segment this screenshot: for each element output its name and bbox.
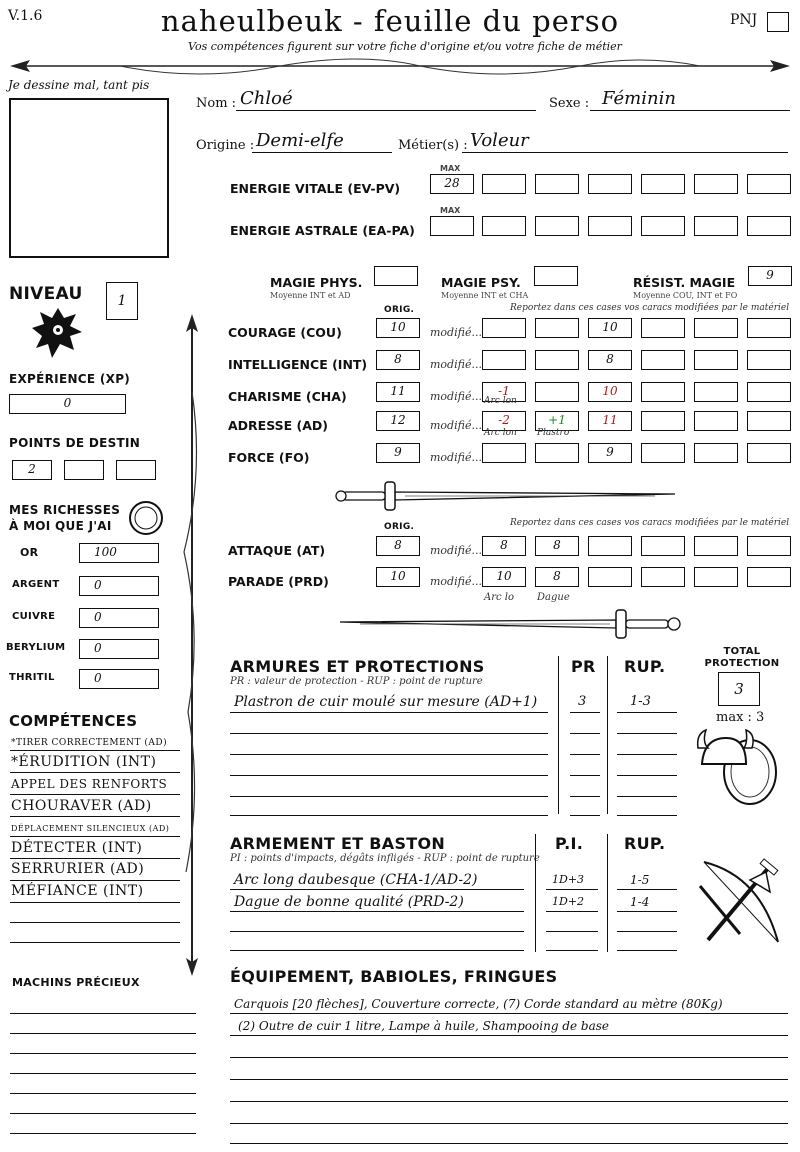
carac-charisme-mod-3[interactable]: 10	[588, 382, 632, 402]
weapons-col-pi: P.I.	[555, 834, 584, 853]
sexe-label: Sexe :	[549, 96, 590, 111]
carac-force-mod-1[interactable]	[482, 443, 526, 463]
carac-courage-label: COURAGE (COU)	[228, 325, 342, 340]
armor-col-rup: RUP.	[624, 657, 666, 676]
ev-label: ENERGIE VITALE (EV-PV)	[230, 181, 401, 196]
wealth-thritil-label: THRITIL	[9, 672, 55, 683]
destin-label: POINTS DE DESTIN	[9, 436, 141, 450]
competence-item: *ÉRUDITION (INT)	[11, 754, 157, 770]
ea-box-6[interactable]	[747, 216, 791, 236]
total-protection-box[interactable]: 3	[718, 672, 760, 706]
competence-item: DÉPLACEMENT SILENCIEUX (AD)	[11, 824, 170, 833]
carac-adresse-label: ADRESSE (AD)	[228, 418, 329, 433]
combat-parade-mod-3[interactable]	[588, 567, 632, 587]
carac-adresse-mod-4[interactable]	[641, 411, 685, 431]
carac-charisme-note: Arc lon	[484, 396, 517, 406]
carac-force-mod-5[interactable]	[694, 443, 738, 463]
carac-charisme-mod-4[interactable]	[641, 382, 685, 402]
carac-force-mod-4[interactable]	[641, 443, 685, 463]
carac-intelligence-modified-label: modifié...	[430, 358, 482, 371]
combat-attaque-label: ATTAQUE (AT)	[228, 543, 326, 558]
wealth-thritil-box[interactable]: 0	[79, 669, 159, 689]
combat-parade-modified-label: modifié...	[430, 575, 482, 588]
wealth-argent-box[interactable]: 0	[79, 576, 159, 596]
carac-courage-orig[interactable]: 10	[376, 318, 420, 338]
ea-box-1[interactable]	[482, 216, 526, 236]
resist-magie-box[interactable]: 9	[748, 266, 792, 286]
ea-label: ENERGIE ASTRALE (EA-PA)	[230, 223, 415, 238]
crossed-weapons-icon	[690, 856, 790, 952]
carac-charisme-mod-1[interactable]: -1	[482, 382, 526, 402]
combat-note: Reportez dans ces cases vos caracs modifiées par le matériel	[510, 518, 790, 528]
carac-adresse-mod-2[interactable]: +1	[535, 411, 579, 431]
total-protection-label: TOTAL PROTECTION	[704, 646, 780, 669]
experience-box[interactable]: 0	[9, 394, 126, 414]
combat-note-1: Arc lo	[484, 592, 514, 603]
carac-courage-mod-4[interactable]	[641, 318, 685, 338]
ev-box-3[interactable]	[588, 174, 632, 194]
combat-orig-label: ORIG.	[384, 522, 415, 532]
equipment-title: ÉQUIPEMENT, BABIOLES, FRINGUES	[230, 967, 558, 986]
carac-adresse-modified-label: modifié...	[430, 419, 482, 432]
metier-value: Voleur	[470, 130, 529, 151]
combat-attaque-mod-6[interactable]	[747, 536, 791, 556]
wealth-berylium-label: BERYLIUM	[6, 642, 66, 653]
combat-parade-mod-6[interactable]	[747, 567, 791, 587]
spear-icon	[180, 312, 204, 978]
metier-label: Métier(s) :	[398, 138, 468, 153]
destin-box-1[interactable]: 2	[12, 460, 52, 480]
magie-psy-box[interactable]	[534, 266, 578, 286]
carac-force-mod-6[interactable]	[747, 443, 791, 463]
weapon-row-name: Dague de bonne qualité (PRD-2)	[234, 894, 464, 910]
armor-row-name: Plastron de cuir moulé sur mesure (AD+1)	[234, 694, 538, 710]
nom-value: Chloé	[240, 88, 293, 109]
destin-box-2[interactable]	[64, 460, 104, 480]
armor-row-rup: 1-3	[630, 694, 651, 709]
carac-intelligence-mod-6[interactable]	[747, 350, 791, 370]
carac-charisme-label: CHARISME (CHA)	[228, 389, 347, 404]
carac-force-mod-3[interactable]: 9	[588, 443, 632, 463]
competence-item: MÉFIANCE (INT)	[11, 883, 144, 899]
carac-intelligence-mod-5[interactable]	[694, 350, 738, 370]
version-label: V.1.6	[8, 8, 43, 24]
wealth-argent-label: ARGENT	[12, 579, 60, 590]
carac-orig-label: ORIG.	[384, 305, 415, 315]
armor-sub: PR : valeur de protection - RUP : point de rupture	[230, 676, 483, 687]
ev-max-label: MAX	[440, 164, 461, 173]
carac-courage-mod-1[interactable]	[482, 318, 526, 338]
carac-charisme-mod-6[interactable]	[747, 382, 791, 402]
total-protection-max: max : 3	[716, 710, 765, 725]
weapons-col-rup: RUP.	[624, 834, 666, 853]
ea-box-3[interactable]	[588, 216, 632, 236]
combat-parade-mod-1[interactable]: 10	[482, 567, 526, 587]
combat-attaque-mod-2[interactable]: 8	[535, 536, 579, 556]
carac-courage-mod-2[interactable]	[535, 318, 579, 338]
carac-courage-mod-6[interactable]	[747, 318, 791, 338]
ea-box-5[interactable]	[694, 216, 738, 236]
combat-parade-label: PARADE (PRD)	[228, 574, 329, 589]
carac-charisme-mod-5[interactable]	[694, 382, 738, 402]
combat-attaque-mod-5[interactable]	[694, 536, 738, 556]
competence-item: *TIRER CORRECTEMENT (AD)	[11, 738, 168, 748]
niveau-box[interactable]: 1	[106, 282, 138, 320]
ea-box-2[interactable]	[535, 216, 579, 236]
weapon-row-rup: 1-4	[630, 895, 650, 909]
wealth-or-label: OR	[20, 546, 39, 559]
weapons-title: ARMEMENT ET BASTON	[230, 834, 446, 853]
equipment-line-1: Carquois [20 flèches], Couverture correcte, (7) Corde standard au mètre (80Kg)	[234, 997, 723, 1011]
origine-value: Demi-elfe	[256, 130, 344, 151]
nom-label: Nom :	[196, 96, 237, 111]
wealth-cuivre-box[interactable]: 0	[79, 608, 159, 628]
combat-attaque-mod-3[interactable]	[588, 536, 632, 556]
weapon-row-rup: 1-5	[630, 873, 650, 887]
machins-label: MACHINS PRÉCIEUX	[12, 976, 140, 989]
magie-phys-box[interactable]	[374, 266, 418, 286]
carac-courage-modified-label: modifié...	[430, 326, 482, 339]
carac-force-modified-label: modifié...	[430, 451, 482, 464]
carac-adresse-mod-6[interactable]	[747, 411, 791, 431]
magie-psy-label: MAGIE PSY.	[441, 275, 521, 290]
carac-intelligence-label: INTELLIGENCE (INT)	[228, 357, 368, 372]
weapon-row-name: Arc long daubesque (CHA-1/AD-2)	[234, 872, 478, 888]
competence-item: APPEL DES RENFORTS	[11, 777, 168, 791]
experience-label: EXPÉRIENCE (XP)	[9, 372, 131, 386]
wealth-label: MES RICHESSES À MOI QUE J'AI	[9, 503, 121, 533]
competences-label: COMPÉTENCES	[9, 712, 138, 730]
destin-box-3[interactable]	[116, 460, 156, 480]
ea-max-box[interactable]	[430, 216, 474, 236]
competence-item: DÉTECTER (INT)	[11, 840, 143, 856]
sword-icon	[340, 606, 686, 642]
portrait-box[interactable]	[9, 98, 169, 258]
sword-icon	[335, 478, 685, 514]
helmet-shield-icon	[694, 724, 780, 810]
niveau-label: NIVEAU	[9, 284, 83, 304]
carac-adresse-mod-5[interactable]	[694, 411, 738, 431]
ev-box-2[interactable]	[535, 174, 579, 194]
portrait-caption: Je dessine mal, tant pis	[8, 78, 150, 92]
combat-parade-orig[interactable]: 10	[376, 567, 420, 587]
magie-phys-sub: Moyenne INT et AD	[270, 291, 351, 300]
ev-box-6[interactable]	[747, 174, 791, 194]
equipment-line-2: (2) Outre de cuir 1 litre, Lampe à huile, Shampooing de base	[238, 1019, 610, 1033]
competence-item: SERRURIER (AD)	[11, 861, 145, 877]
carac-intelligence-mod-4[interactable]	[641, 350, 685, 370]
wealth-or-box[interactable]: 100	[79, 543, 159, 563]
pnj-label: PNJ	[730, 12, 758, 28]
wealth-cuivre-label: CUIVRE	[12, 611, 56, 622]
armor-title: ARMURES ET PROTECTIONS	[230, 657, 485, 676]
ev-box-4[interactable]	[641, 174, 685, 194]
weapon-row-pi: 1D+2	[552, 895, 585, 908]
ea-max-label: MAX	[440, 206, 461, 215]
carac-adresse-orig[interactable]: 12	[376, 411, 420, 431]
resist-magie-sub: Moyenne COU, INT et FO	[633, 291, 738, 300]
carac-note: Reportez dans ces cases vos caracs modifiées par le matériel	[510, 303, 790, 313]
carac-adresse-note-1: Arc lon	[484, 428, 517, 438]
carac-charisme-modified-label: modifié...	[430, 390, 482, 403]
ea-box-4[interactable]	[641, 216, 685, 236]
carac-adresse-mod-1[interactable]: -2	[482, 411, 526, 431]
combat-attaque-mod-1[interactable]: 8	[482, 536, 526, 556]
carac-charisme-orig[interactable]: 11	[376, 382, 420, 402]
armor-col-pr: PR	[571, 657, 596, 676]
carac-force-label: FORCE (FO)	[228, 450, 310, 465]
weapon-row-pi: 1D+3	[552, 873, 585, 886]
wealth-berylium-box[interactable]: 0	[79, 639, 159, 659]
carac-charisme-mod-2[interactable]	[535, 382, 579, 402]
carac-courage-mod-3[interactable]: 10	[588, 318, 632, 338]
pnj-checkbox[interactable]	[767, 12, 789, 32]
carac-intelligence-orig[interactable]: 8	[376, 350, 420, 370]
combat-attaque-mod-4[interactable]	[641, 536, 685, 556]
ev-max-box[interactable]: 28	[430, 174, 474, 194]
sexe-value: Féminin	[602, 88, 676, 109]
carac-force-orig[interactable]: 9	[376, 443, 420, 463]
origine-label: Origine :	[196, 138, 255, 153]
coin-icon	[128, 500, 164, 536]
dragon-icon	[30, 304, 86, 362]
magie-phys-label: MAGIE PHYS.	[270, 275, 363, 290]
resist-magie-label: RÉSIST. MAGIE	[633, 275, 736, 290]
competence-item: CHOURAVER (AD)	[11, 798, 152, 814]
carac-adresse-note-2: Plastro	[537, 428, 570, 438]
combat-attaque-modified-label: modifié...	[430, 544, 482, 557]
page-subtitle: Vos compétences figurent sur votre fiche d'origine et/ou votre fiche de métier	[188, 40, 622, 53]
carac-intelligence-mod-1[interactable]	[482, 350, 526, 370]
combat-note-2: Dague	[537, 592, 570, 603]
magie-psy-sub: Moyenne INT et CHA	[441, 291, 529, 300]
combat-attaque-orig[interactable]: 8	[376, 536, 420, 556]
carac-adresse-mod-3[interactable]: 11	[588, 411, 632, 431]
carac-courage-mod-5[interactable]	[694, 318, 738, 338]
carac-intelligence-mod-2[interactable]	[535, 350, 579, 370]
carac-intelligence-mod-3[interactable]: 8	[588, 350, 632, 370]
page-title: naheulbeuk - feuille du perso	[160, 4, 620, 38]
combat-parade-mod-5[interactable]	[694, 567, 738, 587]
armor-row-pr: 3	[578, 694, 587, 709]
ev-box-5[interactable]	[694, 174, 738, 194]
combat-parade-mod-4[interactable]	[641, 567, 685, 587]
ev-box-1[interactable]	[482, 174, 526, 194]
combat-parade-mod-2[interactable]: 8	[535, 567, 579, 587]
weapons-sub: PI : points d'impacts, dégâts infligés - RUP : point de rupture	[230, 853, 540, 864]
carac-force-mod-2[interactable]	[535, 443, 579, 463]
